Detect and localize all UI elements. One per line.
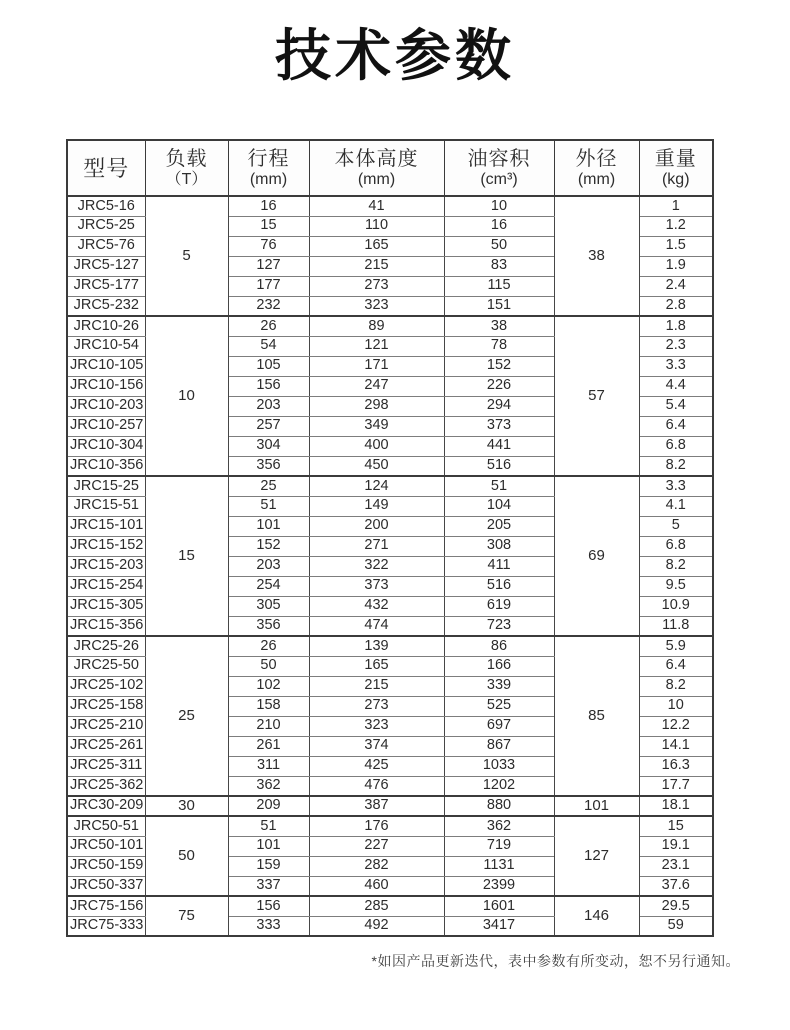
cell-model: JRC15-254	[67, 576, 145, 596]
table-row	[67, 316, 713, 336]
cell-weight: 8.2	[639, 676, 713, 696]
cell-stroke: 333	[228, 916, 309, 936]
cell-stroke: 50	[228, 656, 309, 676]
column-header	[554, 140, 639, 196]
cell-weight: 1.9	[639, 256, 713, 276]
cell-stroke: 51	[228, 496, 309, 516]
column-header-label: 本体高度	[334, 148, 419, 171]
table-body	[67, 196, 713, 936]
cell-weight: 6.8	[639, 436, 713, 456]
cell-volume: 362	[444, 816, 554, 836]
cell-volume: 115	[444, 276, 554, 296]
cell-volume: 373	[444, 416, 554, 436]
column-header-label: 外径	[575, 148, 618, 171]
cell-model: JRC5-16	[67, 196, 145, 216]
cell-height: 432	[309, 596, 444, 616]
cell-model: JRC30-209	[67, 796, 145, 816]
cell-weight: 8.2	[639, 556, 713, 576]
cell-load: 50	[145, 816, 228, 896]
cell-height: 165	[309, 656, 444, 676]
cell-model: JRC10-304	[67, 436, 145, 456]
cell-volume: 151	[444, 296, 554, 316]
cell-height: 373	[309, 576, 444, 596]
cell-weight: 3.3	[639, 356, 713, 376]
cell-model: JRC15-305	[67, 596, 145, 616]
cell-model: JRC5-177	[67, 276, 145, 296]
cell-height: 121	[309, 336, 444, 356]
cell-height: 450	[309, 456, 444, 476]
cell-weight: 5.4	[639, 396, 713, 416]
cell-stroke: 261	[228, 736, 309, 756]
cell-height: 165	[309, 236, 444, 256]
cell-weight: 6.4	[639, 416, 713, 436]
cell-weight: 6.8	[639, 536, 713, 556]
cell-od: 38	[554, 196, 639, 316]
table-header	[67, 140, 713, 196]
cell-stroke: 16	[228, 196, 309, 216]
cell-stroke: 337	[228, 876, 309, 896]
cell-height: 492	[309, 916, 444, 936]
cell-weight: 6.4	[639, 656, 713, 676]
cell-height: 149	[309, 496, 444, 516]
column-header	[228, 140, 309, 196]
cell-volume: 78	[444, 336, 554, 356]
cell-height: 474	[309, 616, 444, 636]
cell-weight: 29.5	[639, 896, 713, 916]
cell-height: 298	[309, 396, 444, 416]
column-header-label: 重量	[654, 148, 697, 171]
cell-height: 200	[309, 516, 444, 536]
header-row	[67, 140, 713, 196]
cell-height: 124	[309, 476, 444, 496]
table-row	[67, 816, 713, 836]
cell-stroke: 311	[228, 756, 309, 776]
cell-volume: 83	[444, 256, 554, 276]
cell-volume: 104	[444, 496, 554, 516]
cell-volume: 516	[444, 576, 554, 596]
footnote: *如因产品更新迭代，表中参数有所变动，恕不另行通知。	[371, 953, 740, 970]
cell-stroke: 305	[228, 596, 309, 616]
cell-stroke: 156	[228, 376, 309, 396]
cell-height: 247	[309, 376, 444, 396]
cell-weight: 10	[639, 696, 713, 716]
cell-stroke: 254	[228, 576, 309, 596]
cell-load: 25	[145, 636, 228, 796]
cell-model: JRC10-203	[67, 396, 145, 416]
cell-height: 476	[309, 776, 444, 796]
cell-stroke: 209	[228, 796, 309, 816]
cell-load: 5	[145, 196, 228, 316]
cell-weight: 59	[639, 916, 713, 936]
cell-volume: 38	[444, 316, 554, 336]
cell-weight: 10.9	[639, 596, 713, 616]
cell-od: 85	[554, 636, 639, 796]
cell-weight: 1.2	[639, 216, 713, 236]
cell-od: 69	[554, 476, 639, 636]
cell-weight: 19.1	[639, 836, 713, 856]
column-header-unit: (kg)	[661, 171, 690, 189]
cell-stroke: 356	[228, 616, 309, 636]
cell-height: 273	[309, 276, 444, 296]
cell-stroke: 101	[228, 516, 309, 536]
cell-od: 57	[554, 316, 639, 476]
cell-stroke: 76	[228, 236, 309, 256]
table-row	[67, 196, 713, 216]
cell-volume: 308	[444, 536, 554, 556]
column-header-label: 型号	[83, 155, 130, 181]
cell-stroke: 25	[228, 476, 309, 496]
cell-height: 400	[309, 436, 444, 456]
cell-volume: 619	[444, 596, 554, 616]
cell-weight: 5.9	[639, 636, 713, 656]
cell-model: JRC10-257	[67, 416, 145, 436]
cell-weight: 1.5	[639, 236, 713, 256]
cell-weight: 14.1	[639, 736, 713, 756]
cell-stroke: 177	[228, 276, 309, 296]
cell-volume: 2399	[444, 876, 554, 896]
cell-model: JRC25-261	[67, 736, 145, 756]
cell-stroke: 51	[228, 816, 309, 836]
cell-model: JRC10-54	[67, 336, 145, 356]
cell-model: JRC10-26	[67, 316, 145, 336]
cell-stroke: 203	[228, 556, 309, 576]
cell-height: 139	[309, 636, 444, 656]
cell-height: 323	[309, 296, 444, 316]
column-header	[309, 140, 444, 196]
cell-height: 215	[309, 256, 444, 276]
cell-stroke: 105	[228, 356, 309, 376]
cell-stroke: 210	[228, 716, 309, 736]
cell-model: JRC15-25	[67, 476, 145, 496]
cell-height: 425	[309, 756, 444, 776]
cell-stroke: 26	[228, 316, 309, 336]
cell-volume: 152	[444, 356, 554, 376]
cell-volume: 516	[444, 456, 554, 476]
cell-volume: 411	[444, 556, 554, 576]
cell-model: JRC5-127	[67, 256, 145, 276]
cell-model: JRC15-152	[67, 536, 145, 556]
cell-weight: 5	[639, 516, 713, 536]
cell-model: JRC15-51	[67, 496, 145, 516]
cell-volume: 166	[444, 656, 554, 676]
cell-weight: 18.1	[639, 796, 713, 816]
cell-volume: 50	[444, 236, 554, 256]
cell-model: JRC5-232	[67, 296, 145, 316]
cell-model: JRC5-25	[67, 216, 145, 236]
cell-stroke: 26	[228, 636, 309, 656]
cell-od: 101	[554, 796, 639, 816]
cell-stroke: 156	[228, 896, 309, 916]
column-header-unit: (mm)	[577, 171, 616, 189]
cell-volume: 723	[444, 616, 554, 636]
cell-weight: 1	[639, 196, 713, 216]
cell-stroke: 304	[228, 436, 309, 456]
cell-height: 227	[309, 836, 444, 856]
cell-volume: 441	[444, 436, 554, 456]
cell-model: JRC50-159	[67, 856, 145, 876]
cell-volume: 86	[444, 636, 554, 656]
table-row	[67, 476, 713, 496]
table-row	[67, 636, 713, 656]
cell-volume: 719	[444, 836, 554, 856]
cell-height: 322	[309, 556, 444, 576]
cell-model: JRC75-333	[67, 916, 145, 936]
cell-height: 215	[309, 676, 444, 696]
cell-volume: 51	[444, 476, 554, 496]
cell-model: JRC15-356	[67, 616, 145, 636]
cell-stroke: 356	[228, 456, 309, 476]
cell-weight: 16.3	[639, 756, 713, 776]
cell-model: JRC10-105	[67, 356, 145, 376]
table-row	[67, 796, 713, 816]
column-header-label: 负载	[165, 148, 208, 171]
cell-load: 15	[145, 476, 228, 636]
cell-weight: 12.2	[639, 716, 713, 736]
cell-stroke: 159	[228, 856, 309, 876]
column-header	[639, 140, 713, 196]
cell-volume: 1033	[444, 756, 554, 776]
cell-model: JRC25-26	[67, 636, 145, 656]
cell-height: 282	[309, 856, 444, 876]
cell-volume: 205	[444, 516, 554, 536]
column-header	[67, 140, 145, 196]
column-header-unit: (mm)	[357, 171, 396, 189]
cell-load: 75	[145, 896, 228, 936]
column-header-unit: （T）	[165, 171, 208, 189]
cell-model: JRC25-50	[67, 656, 145, 676]
cell-stroke: 152	[228, 536, 309, 556]
cell-height: 89	[309, 316, 444, 336]
table-row	[67, 896, 713, 916]
cell-model: JRC50-337	[67, 876, 145, 896]
cell-model: JRC50-51	[67, 816, 145, 836]
cell-weight: 3.3	[639, 476, 713, 496]
cell-stroke: 232	[228, 296, 309, 316]
cell-stroke: 102	[228, 676, 309, 696]
cell-height: 110	[309, 216, 444, 236]
cell-height: 273	[309, 696, 444, 716]
cell-weight: 9.5	[639, 576, 713, 596]
cell-volume: 339	[444, 676, 554, 696]
cell-volume: 525	[444, 696, 554, 716]
cell-od: 127	[554, 816, 639, 896]
cell-weight: 2.3	[639, 336, 713, 356]
cell-model: JRC25-362	[67, 776, 145, 796]
column-header	[444, 140, 554, 196]
cell-volume: 3417	[444, 916, 554, 936]
page-title: 技术参数	[275, 24, 515, 87]
column-header-label: 行程	[247, 148, 290, 171]
cell-weight: 2.8	[639, 296, 713, 316]
column-header-unit: (mm)	[249, 171, 288, 189]
cell-height: 271	[309, 536, 444, 556]
cell-model: JRC25-158	[67, 696, 145, 716]
cell-height: 387	[309, 796, 444, 816]
cell-model: JRC25-102	[67, 676, 145, 696]
cell-weight: 15	[639, 816, 713, 836]
cell-volume: 1131	[444, 856, 554, 876]
cell-volume: 226	[444, 376, 554, 396]
cell-stroke: 15	[228, 216, 309, 236]
cell-height: 349	[309, 416, 444, 436]
cell-volume: 294	[444, 396, 554, 416]
cell-volume: 16	[444, 216, 554, 236]
cell-model: JRC50-101	[67, 836, 145, 856]
cell-model: JRC10-356	[67, 456, 145, 476]
cell-weight: 8.2	[639, 456, 713, 476]
cell-height: 374	[309, 736, 444, 756]
cell-model: JRC10-156	[67, 376, 145, 396]
cell-weight: 17.7	[639, 776, 713, 796]
cell-volume: 10	[444, 196, 554, 216]
cell-weight: 11.8	[639, 616, 713, 636]
cell-stroke: 257	[228, 416, 309, 436]
cell-height: 171	[309, 356, 444, 376]
cell-stroke: 362	[228, 776, 309, 796]
cell-height: 460	[309, 876, 444, 896]
cell-stroke: 158	[228, 696, 309, 716]
cell-weight: 4.1	[639, 496, 713, 516]
cell-volume: 697	[444, 716, 554, 736]
cell-model: JRC15-101	[67, 516, 145, 536]
cell-model: JRC15-203	[67, 556, 145, 576]
cell-stroke: 203	[228, 396, 309, 416]
cell-volume: 1601	[444, 896, 554, 916]
cell-volume: 1202	[444, 776, 554, 796]
cell-height: 323	[309, 716, 444, 736]
cell-model: JRC5-76	[67, 236, 145, 256]
cell-model: JRC25-311	[67, 756, 145, 776]
cell-weight: 2.4	[639, 276, 713, 296]
cell-model: JRC75-156	[67, 896, 145, 916]
specs-table	[66, 139, 714, 937]
cell-load: 10	[145, 316, 228, 476]
cell-load: 30	[145, 796, 228, 816]
column-header-unit: (cm³)	[480, 171, 518, 189]
cell-height: 176	[309, 816, 444, 836]
cell-volume: 880	[444, 796, 554, 816]
cell-weight: 1.8	[639, 316, 713, 336]
cell-stroke: 127	[228, 256, 309, 276]
cell-weight: 4.4	[639, 376, 713, 396]
cell-height: 41	[309, 196, 444, 216]
cell-weight: 23.1	[639, 856, 713, 876]
cell-height: 285	[309, 896, 444, 916]
cell-volume: 867	[444, 736, 554, 756]
column-header	[145, 140, 228, 196]
cell-stroke: 101	[228, 836, 309, 856]
cell-weight: 37.6	[639, 876, 713, 896]
cell-model: JRC25-210	[67, 716, 145, 736]
cell-od: 146	[554, 896, 639, 936]
cell-stroke: 54	[228, 336, 309, 356]
column-header-label: 油容积	[467, 148, 531, 171]
